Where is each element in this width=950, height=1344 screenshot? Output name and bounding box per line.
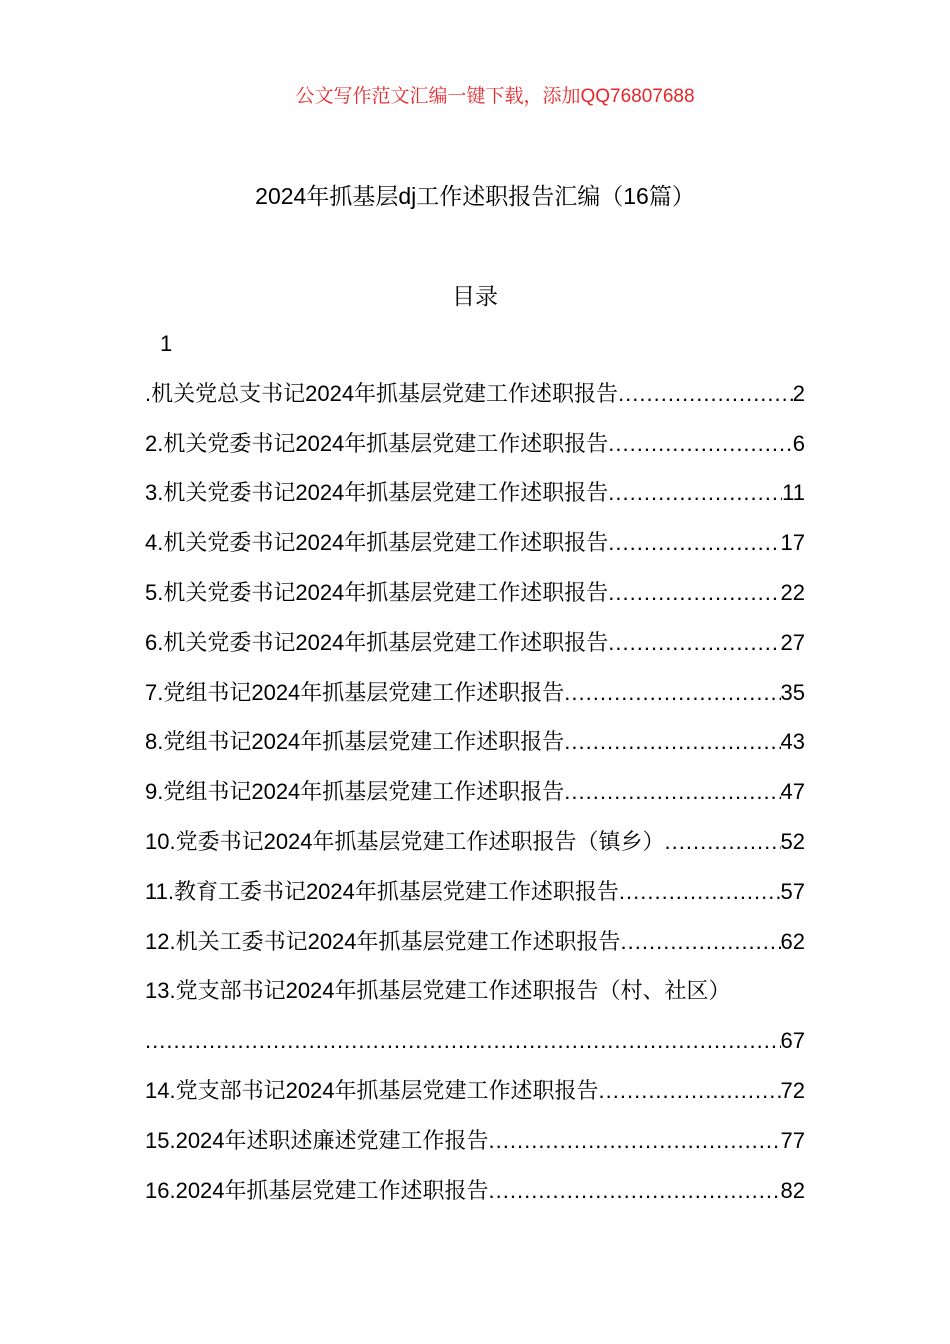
toc-entry[interactable]: [145, 378, 805, 428]
toc-entry-page: 22: [780, 579, 805, 605]
toc-leader-dots: [665, 826, 781, 858]
toc-entry[interactable]: [145, 477, 805, 527]
toc-entry-title: .机关党总支书记2024年抓基层党建工作述职报告: [145, 380, 619, 406]
toc-leader-dots: [489, 1175, 781, 1207]
document-title: 2024年抓基层dj工作述职报告汇编（16篇）: [255, 183, 695, 209]
toc-entry-title: 7.党组书记2024年抓基层党建工作述职报告: [145, 679, 565, 705]
toc-leader-dots: [608, 527, 780, 559]
toc-entry-title: 15.2024年述职述廉述党建工作报告: [145, 1127, 489, 1153]
toc-entry-page: 47: [780, 779, 805, 805]
toc-entry[interactable]: [145, 1075, 805, 1125]
toc-leader-dots: [564, 776, 780, 808]
toc-leader-dots: [599, 1075, 781, 1107]
toc-entry-continuation[interactable]: [145, 1025, 805, 1075]
toc-entry[interactable]: [145, 975, 805, 1025]
toc-entry-page: 17: [780, 530, 805, 556]
toc-entry[interactable]: [145, 527, 805, 577]
toc-leader-dots: [618, 378, 793, 410]
toc-leader-dots: [145, 1025, 781, 1057]
toc-leader-dots: [608, 428, 792, 460]
toc-entry[interactable]: [145, 876, 805, 926]
toc-entry-page: 35: [780, 679, 805, 705]
toc-entry-page: 57: [780, 878, 805, 904]
toc-entry-title: 2.机关党委书记2024年抓基层党建工作述职报告: [145, 430, 609, 456]
toc-entry-page: 2: [792, 380, 805, 406]
toc-leader-dots: [489, 1125, 781, 1157]
toc-entry-title: 12.机关工委书记2024年抓基层党建工作述职报告: [145, 928, 621, 954]
toc-leader-dots: [619, 876, 781, 908]
toc-entry-page: 11: [782, 480, 805, 506]
table-of-contents: [145, 328, 805, 1224]
toc-leader-dots: [608, 577, 780, 609]
toc-entry[interactable]: [145, 776, 805, 826]
toc-leader-dots: [608, 477, 782, 509]
toc-entry[interactable]: [145, 1175, 805, 1225]
toc-entry-title: 11.教育工委书记2024年抓基层党建工作述职报告: [145, 878, 619, 904]
toc-entry[interactable]: [145, 677, 805, 727]
toc-entry[interactable]: [145, 1125, 805, 1175]
download-banner: 公文写作范文汇编一键下载，添加QQ76807688: [295, 86, 695, 107]
toc-entry-title: 14.党支部书记2024年抓基层党建工作述职报告: [145, 1077, 599, 1103]
toc-entry-title: 10.党委书记2024年抓基层党建工作述职报告（镇乡）: [145, 828, 665, 854]
toc-entry-page: 77: [780, 1127, 805, 1153]
toc-entry[interactable]: [145, 826, 805, 876]
toc-entry-title: 3.机关党委书记2024年抓基层党建工作述职报告: [145, 480, 609, 506]
toc-leader-dots: [621, 926, 781, 958]
toc-entry-page: 67: [780, 1028, 805, 1054]
toc-entry-title: 16.2024年抓基层党建工作述职报告: [145, 1177, 489, 1203]
toc-entry-page: 72: [780, 1077, 805, 1103]
toc-entry[interactable]: [145, 577, 805, 627]
toc-heading: 目录: [452, 283, 498, 309]
toc-entry-page: 52: [780, 828, 805, 854]
toc-entry-page: 62: [780, 928, 805, 954]
toc-entry[interactable]: [145, 428, 805, 478]
toc-entry-title: 6.机关党委书记2024年抓基层党建工作述职报告: [145, 629, 609, 655]
toc-leader-dots: [564, 677, 780, 709]
toc-entry-page: 82: [780, 1177, 805, 1203]
toc-entry-title: 13.党支部书记2024年抓基层党建工作述职报告（村、社区）: [145, 978, 731, 1004]
toc-entry-title: 8.党组书记2024年抓基层党建工作述职报告: [145, 729, 565, 755]
toc-leader-dots: [564, 726, 780, 758]
toc-entry[interactable]: [145, 726, 805, 776]
toc-entry-page: 43: [780, 729, 805, 755]
toc-first-number: 1: [160, 331, 173, 356]
toc-entry[interactable]: [145, 627, 805, 677]
toc-entry-page: 6: [792, 430, 805, 456]
toc-entry-page: 27: [780, 629, 805, 655]
toc-leader-dots: [608, 627, 780, 659]
toc-entry[interactable]: [145, 926, 805, 976]
toc-entry-title: 4.机关党委书记2024年抓基层党建工作述职报告: [145, 530, 609, 556]
toc-entry-title: 9.党组书记2024年抓基层党建工作述职报告: [145, 779, 565, 805]
toc-entry-title: 5.机关党委书记2024年抓基层党建工作述职报告: [145, 579, 609, 605]
